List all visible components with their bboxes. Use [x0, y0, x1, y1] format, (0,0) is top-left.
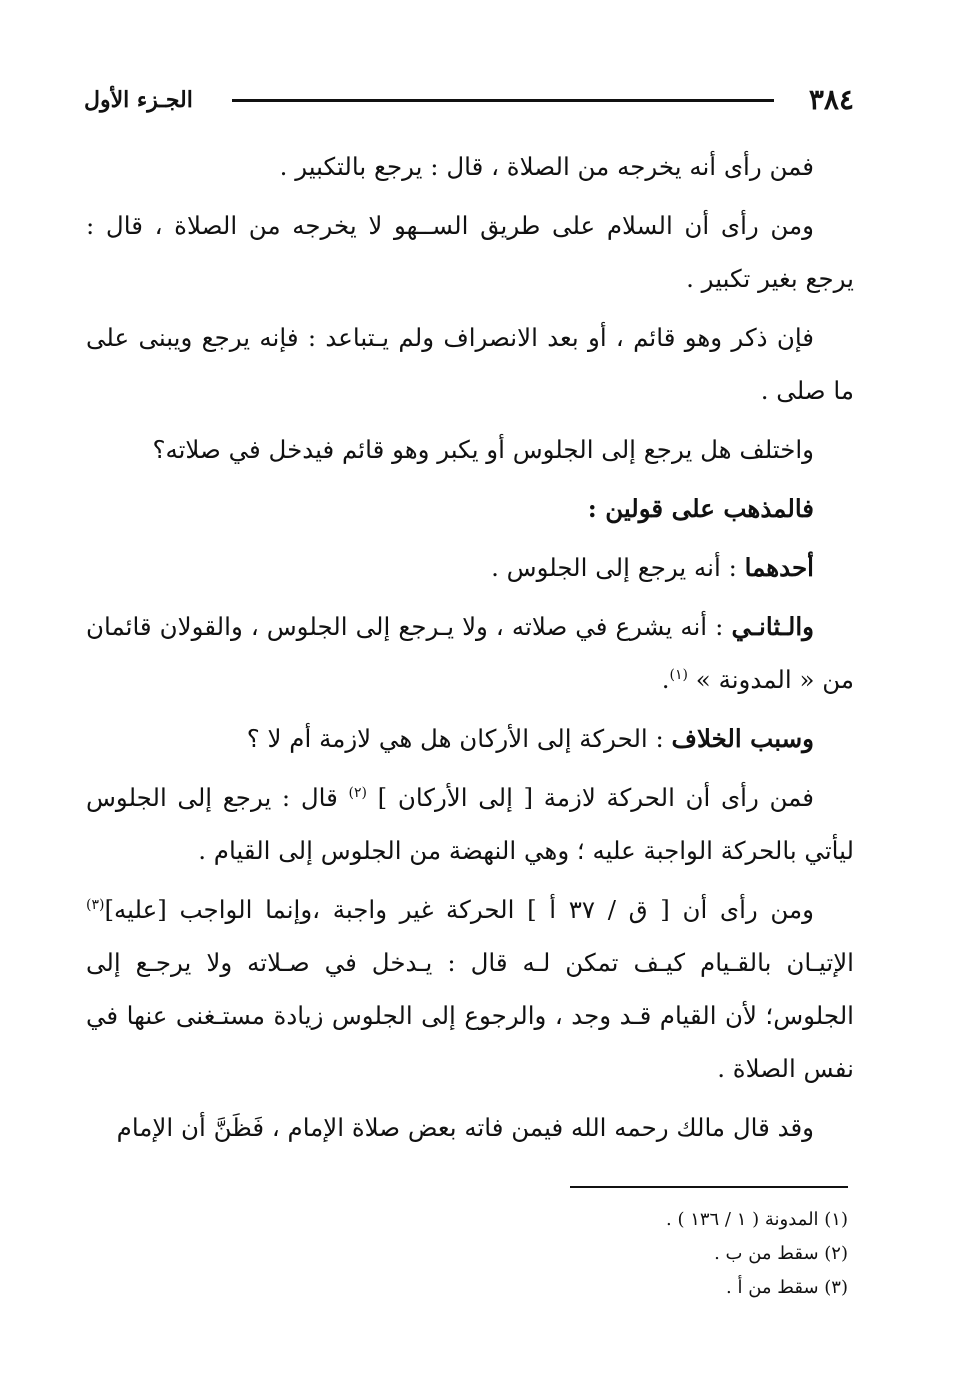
bold-lead: والـثانـي	[731, 612, 814, 641]
bold-lead: أحدهما	[744, 553, 814, 582]
footnote: (١) المدونة ( ١ / ١٣٦ ) .	[666, 1209, 848, 1230]
paragraph: ومن رأى أن السلام على طريق الســهو لا يخرجه من الصلاة ، قال : يرجع بغير تكبير .	[86, 211, 854, 293]
page-header	[84, 80, 854, 120]
paragraph: فمن رأى أن الحركة لازمة [ إلى الأركان ] $^{(٢)}$ قال : يرجع إلى الجلوس ليأتي بالحركة الواجبة عليه ؛ وهي النهضة من الجلوس إلى القيام .	[86, 783, 854, 865]
footnote-ref: (١)	[669, 666, 688, 683]
paragraph: والـثانـي : أنه يشرع في صلاته ، ولا يـرجع إلى الجلوس ، والقولان قائمان من « المدونة » $^{(١)}$.	[86, 612, 854, 694]
header-rule	[232, 99, 774, 102]
footnote: (٢) سقط من ب .	[714, 1243, 848, 1264]
page-number: ٣٨٤	[808, 83, 854, 116]
footnotes	[86, 1203, 848, 1305]
paragraph: أحدهما : أنه يرجع إلى الجلوس .	[491, 553, 814, 582]
volume-title: الجـزء الأول	[84, 87, 193, 113]
paragraph: وقد قال مالك رحمه الله فيمن فاته بعض صلاة الإمام ، فَظَنَّ أن الإمام	[116, 1113, 814, 1142]
footnote-ref: (٢)	[348, 784, 367, 801]
bold-lead: فالمذهب على قولين :	[587, 494, 814, 523]
paragraph: ومن رأى أن [ ق / ٣٧ أ ] الحركة غير واجبة ،وإنما الواجب [عليه]$^{(٣)}$ الإتيـان بالقـيام كيـف تمكن لـه قال : يـدخل في صـلاته ولا يرجـع إلى الجلوس؛ لأن القيام قـد وجد ، والرجوع إلى الجلوس زيادة مستـغنى عنها في نفس الصلاة .	[86, 895, 854, 1083]
paragraph: فإن ذكر وهو قائم ، أو بعد الانصراف ولم يـتباعد : فإنه يرجع ويبنى على ما صلى .	[86, 323, 854, 405]
paragraph: واختلف هل يرجع إلى الجلوس أو يكبر وهو قائم فيدخل في صلاته؟	[152, 435, 814, 464]
footnote-ref: (٣)	[86, 896, 105, 913]
main-text	[86, 140, 854, 1160]
paragraph: وسبب الخلاف : الحركة إلى الأركان هل هي لازمة أم لا ؟	[246, 724, 814, 753]
bold-lead: وسبب الخلاف	[671, 724, 814, 753]
footnote-rule	[570, 1186, 848, 1188]
footnote: (٣) سقط من أ .	[726, 1277, 848, 1298]
paragraph: فمن رأى أنه يخرجه من الصلاة ، قال : يرجع بالتكبير .	[279, 152, 814, 181]
paragraph	[86, 482, 854, 535]
